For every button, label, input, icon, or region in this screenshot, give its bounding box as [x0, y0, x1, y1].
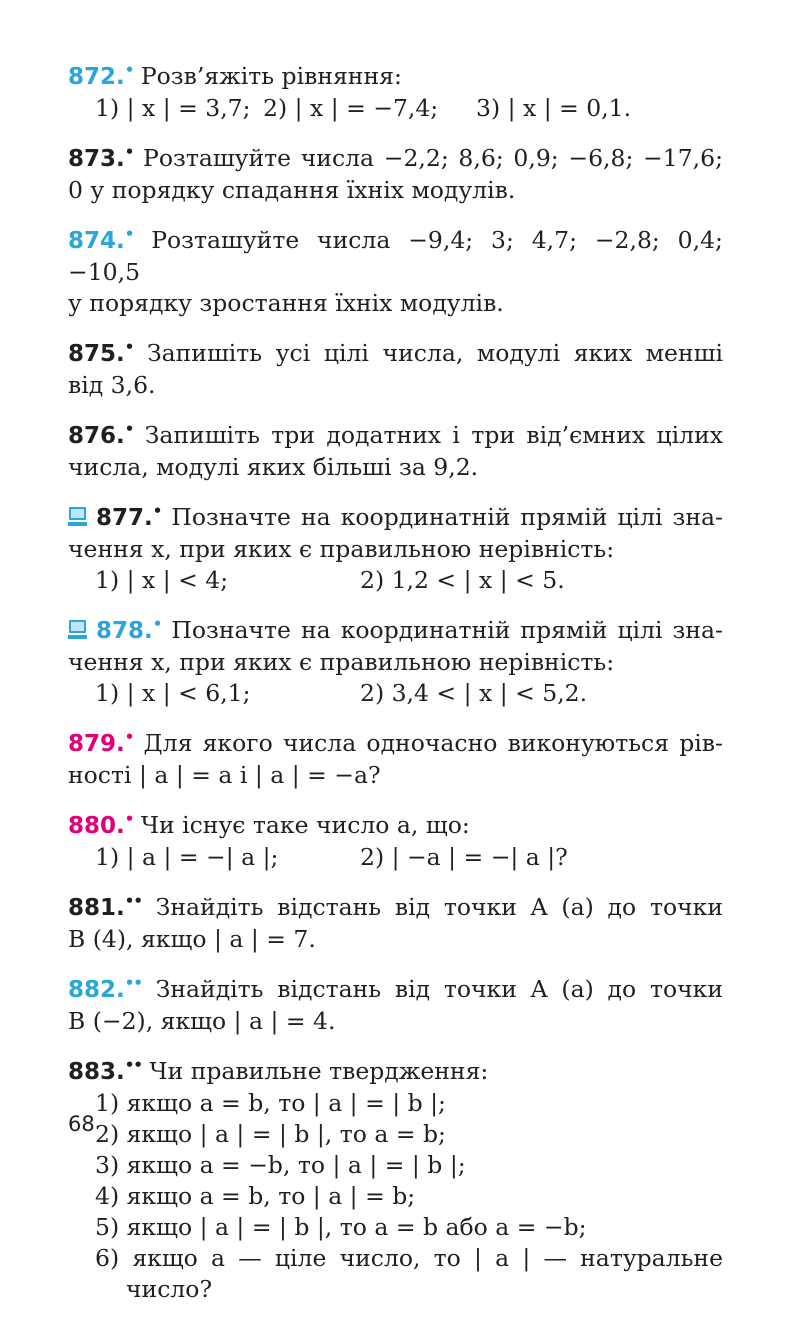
problem-882	[68, 968, 723, 1037]
option: 2) | x | = −7,4;	[263, 94, 439, 122]
statement: 1) якщо a = b, то | a | = | b |;	[95, 1089, 446, 1117]
statement: 3) якщо a = −b, то | a | = | b |;	[95, 1151, 466, 1179]
problem-text: 0 у порядку спадання їхніх модулів.	[68, 176, 516, 204]
computer-icon	[68, 620, 87, 640]
option: 2) 1,2 < | x | < 5.	[360, 566, 565, 594]
problem-text: у порядку зростання їхніх модулів.	[68, 289, 504, 317]
problem-number: 880.•	[68, 810, 134, 839]
problem-873	[68, 137, 723, 206]
option: 2) 3,4 < | x | < 5,2.	[360, 679, 588, 707]
problem-text: Розташуйте числа −2,2; 8,6; 0,9; −6,8; −17,6;	[143, 144, 723, 172]
problem-text: Позначте на координатній прямій цілі зна-	[171, 503, 723, 531]
problem-text: Запишіть усі цілі числа, модулі яких менші	[146, 339, 723, 367]
problem-number: 879.•	[68, 728, 134, 757]
problem-number: 876.•	[68, 420, 134, 449]
problem-text: від 3,6.	[68, 371, 156, 399]
problem-text: Розташуйте числа −9,4; 3; 4,7; −2,8; 0,4; −10,5	[68, 226, 723, 286]
option: 2) | −a | = −| a |?	[360, 843, 568, 871]
option: 1) | a | = −| a |;	[95, 843, 279, 871]
problem-number: 878.•	[96, 615, 162, 644]
problem-text: ності | a | = a і | a | = −a?	[68, 761, 381, 789]
problem-text: B (4), якщо | a | = 7.	[68, 925, 316, 953]
problem-text: Запишіть три додатних і три від’ємних цілих	[144, 421, 723, 449]
computer-icon	[68, 507, 87, 527]
problem-list	[68, 55, 723, 1318]
answer-options	[68, 93, 723, 124]
answer-options	[68, 678, 723, 709]
problem-number: 873.•	[68, 143, 134, 172]
statement: 5) якщо | a | = | b |, то a = b або a = −b;	[95, 1213, 587, 1241]
statement: 4) якщо a = b, то | a | = b;	[95, 1182, 416, 1210]
answer-options	[68, 842, 723, 873]
problem-text: B (−2), якщо | a | = 4.	[68, 1007, 336, 1035]
problem-number: 882.••	[68, 974, 142, 1003]
problem-879	[68, 722, 723, 791]
problem-number: 883.••	[68, 1056, 142, 1085]
problem-text: Чи правильне твердження:	[149, 1057, 489, 1085]
problem-number: 881.••	[68, 892, 142, 921]
answer-options	[68, 565, 723, 596]
problem-number: 877.•	[96, 502, 162, 531]
problem-number: 872.•	[68, 61, 134, 90]
problem-876	[68, 414, 723, 483]
problem-text: чення x, при яких є правильною нерівність:	[68, 535, 615, 563]
problem-874	[68, 219, 723, 319]
problem-text: Знайдіть відстань від точки A (a) до точки	[155, 975, 723, 1003]
statement: 6) якщо a — ціле число, то | a | — натуральне	[95, 1244, 723, 1272]
statement: 2) якщо | a | = | b |, то a = b;	[95, 1120, 446, 1148]
option: 1) | x | < 4;	[95, 566, 229, 594]
problem-text: числа, модулі яких більші за 9,2.	[68, 453, 479, 481]
problem-878	[68, 609, 723, 709]
problem-881	[68, 886, 723, 955]
page-number: 68	[68, 1112, 95, 1136]
problem-text: Позначте на координатній прямій цілі зна-	[171, 616, 723, 644]
problem-number: 874.•	[68, 225, 134, 254]
problem-text: Розв’яжіть рівняння:	[140, 62, 402, 90]
problem-880	[68, 804, 723, 873]
problem-text: Чи існує таке число a, що:	[140, 811, 470, 839]
problem-number: 875.•	[68, 338, 134, 367]
option: 1) | x | = 3,7;	[95, 94, 251, 122]
problem-883	[68, 1050, 723, 1305]
problem-text: Для якого числа одночасно виконуються рів-	[143, 729, 723, 757]
option: 3) | x | = 0,1.	[476, 94, 632, 122]
option: 1) | x | < 6,1;	[95, 679, 251, 707]
problem-875	[68, 332, 723, 401]
problem-text: Знайдіть відстань від точки A (a) до точки	[155, 893, 723, 921]
statement-continuation: число?	[126, 1275, 213, 1303]
problem-872	[68, 55, 723, 124]
problem-text: чення x, при яких є правильною нерівність:	[68, 648, 615, 676]
problem-877	[68, 496, 723, 596]
